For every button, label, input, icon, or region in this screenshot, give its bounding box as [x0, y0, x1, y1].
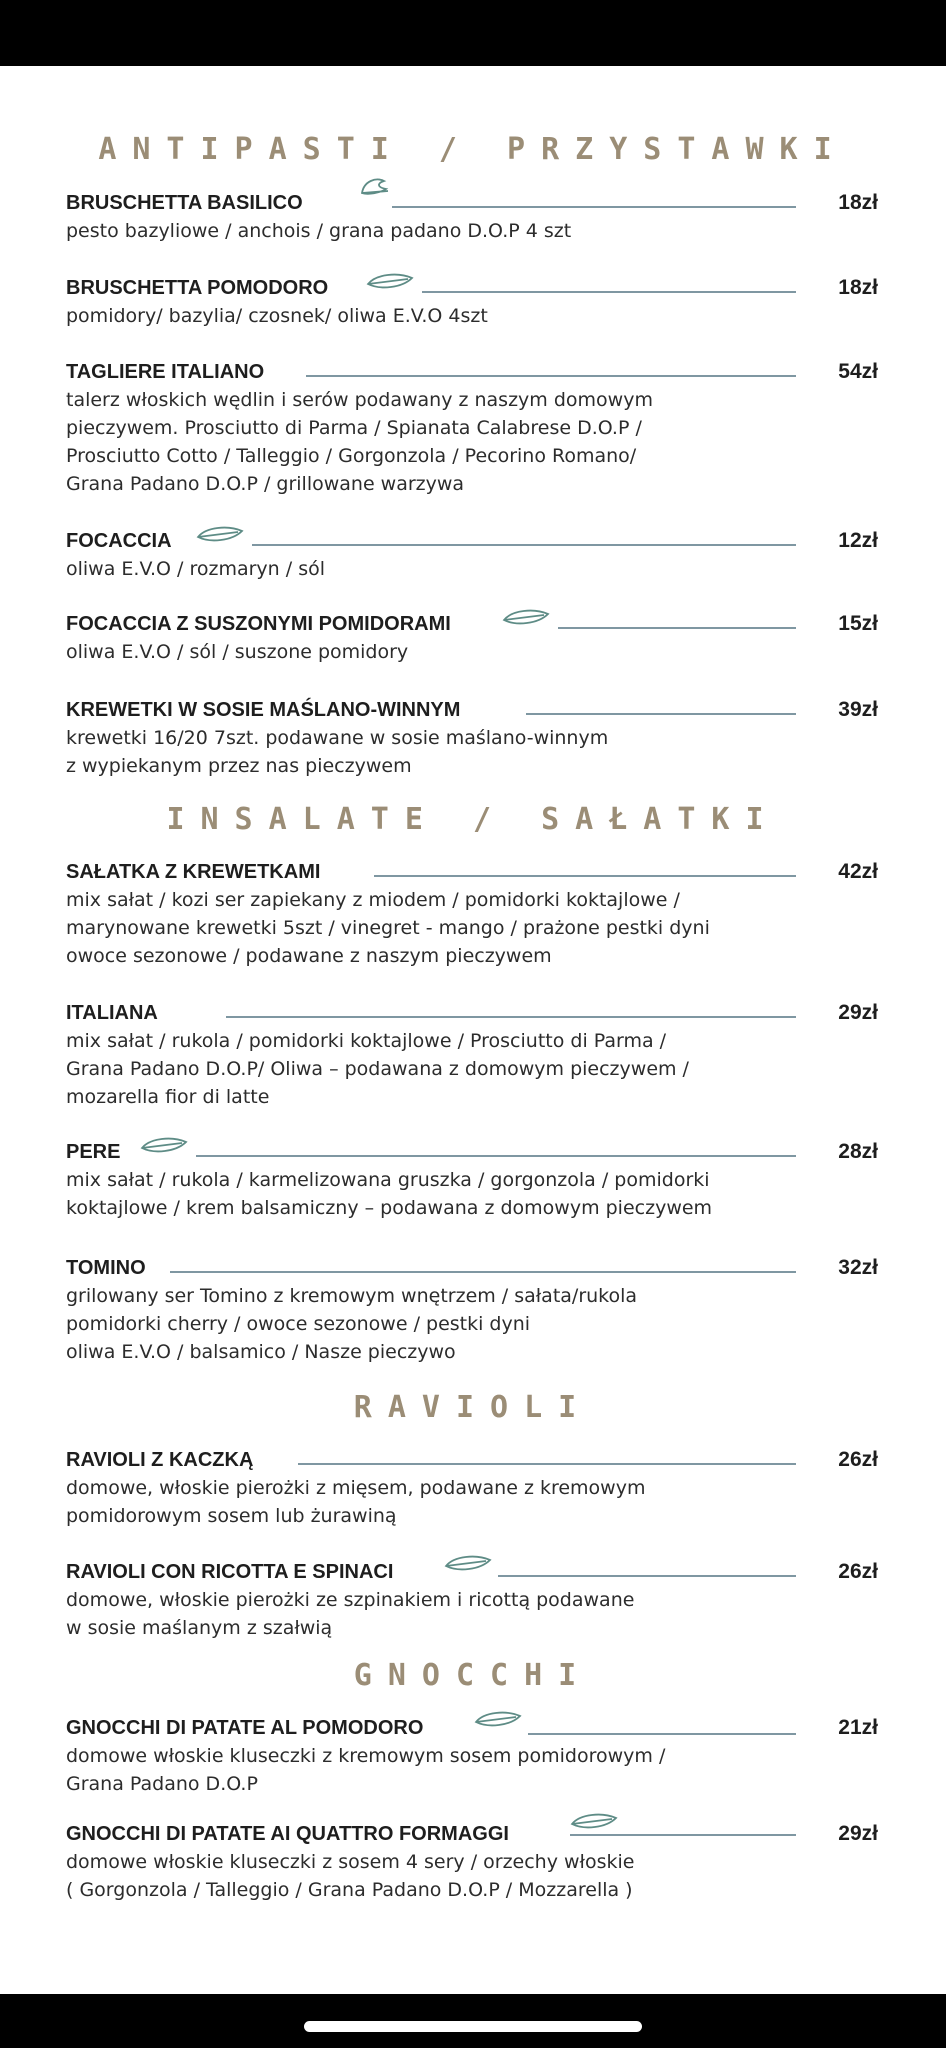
item-description: talerz włoskich wędlin i serów podawany z naszym domowym pieczywem. Prosciutto di Parma / Spianata Calabrese D.O.P / Prosciutto Cotto / Talleggio / Gorgonzola / Pecorino Romano/ Grana Padano D.O.P / grillowane warzywa — [66, 389, 653, 495]
dotted-divider — [374, 875, 796, 877]
section-title-ravioli: RAVIOLI — [353, 1390, 593, 1425]
menu-item — [66, 1444, 878, 1530]
item-name: PERE — [66, 1141, 121, 1163]
item-description: pesto bazyliowe / anchois / grana padano D.O.P 4 szt — [66, 220, 572, 242]
item-name: FOCACCIA Z SUSZONYMI POMIDORAMI — [66, 613, 451, 635]
item-name: RAVIOLI CON RICOTTA E SPINACI — [66, 1561, 394, 1583]
item-name: BRUSCHETTA POMODORO — [66, 277, 329, 299]
item-price: 18zł — [838, 276, 878, 299]
item-name: RAVIOLI Z KACZKĄ — [66, 1449, 254, 1471]
leaf-icon — [568, 1810, 620, 1832]
dotted-divider — [252, 544, 796, 546]
menu-item — [66, 997, 878, 1111]
menu-item — [66, 608, 878, 666]
dotted-divider — [170, 1271, 796, 1273]
dotted-divider — [528, 1733, 796, 1735]
dotted-divider — [498, 1575, 796, 1577]
item-price: 12zł — [838, 529, 878, 552]
item-price: 39zł — [838, 698, 878, 721]
dotted-divider — [392, 206, 796, 208]
item-name: KREWETKI W SOSIE MAŚLANO-WINNYM — [66, 699, 461, 721]
item-description: domowe włoskie kluseczki z sosem 4 sery / orzechy włoskie ( Gorgonzola / Talleggio / Grana Padano D.O.P / Mozzarella ) — [66, 1851, 635, 1901]
leaf-icon — [500, 606, 552, 628]
dotted-divider — [306, 375, 796, 377]
item-description: domowe, włoskie pierożki ze szpinakiem i ricottą podawane w sosie maślanym z szałwią — [66, 1589, 635, 1639]
item-price: 26zł — [838, 1560, 878, 1583]
dotted-divider — [196, 1155, 796, 1157]
status-bar — [0, 0, 946, 66]
menu-item — [66, 1136, 878, 1222]
item-description: pomidory/ bazylia/ czosnek/ oliwa E.V.O 4szt — [66, 305, 488, 327]
menu-item — [66, 525, 878, 583]
item-name: SAŁATKA Z KREWETKAMI — [66, 861, 321, 883]
leaf-icon — [442, 1552, 494, 1574]
item-description: mix sałat / kozi ser zapiekany z miodem / pomidorki koktajlowe / marynowane krewetki 5szt / vinegret - mango / prażone pestki dyni owoce sezonowe / podawane z naszym pieczywem — [66, 889, 710, 967]
item-name: TOMINO — [66, 1257, 146, 1279]
item-name: ITALIANA — [66, 1002, 158, 1024]
item-price: 15zł — [838, 612, 878, 635]
item-price: 28zł — [838, 1140, 878, 1163]
menu-item — [66, 1556, 878, 1642]
leaf-icon — [194, 523, 246, 545]
dotted-divider — [422, 291, 796, 293]
item-price: 32zł — [838, 1256, 878, 1279]
item-description: mix sałat / rukola / karmelizowana gruszka / gorgonzola / pomidorki koktajlowe / krem balsamiczny – podawana z domowym pieczywem — [66, 1169, 713, 1219]
menu-item — [66, 1252, 878, 1366]
item-description: grilowany ser Tomino z kremowym wnętrzem / sałata/rukola pomidorki cherry / owoce sezonowe / pestki dyni oliwa E.V.O / balsamico / Nasze pieczywo — [66, 1285, 638, 1363]
leaf-icon — [472, 1708, 524, 1730]
item-name: GNOCCHI DI PATATE AI QUATTRO FORMAGGI — [66, 1823, 509, 1845]
menu-item — [66, 272, 878, 330]
home-indicator[interactable] — [304, 2021, 642, 2032]
item-price: 18zł — [838, 191, 878, 214]
menu-item — [66, 356, 878, 498]
dotted-divider — [570, 1834, 796, 1836]
dotted-divider — [226, 1016, 796, 1018]
item-price: 42zł — [838, 860, 878, 883]
leaf-icon — [138, 1134, 190, 1156]
item-description: oliwa E.V.O / sól / suszone pomidory — [66, 641, 409, 663]
item-name: FOCACCIA — [66, 530, 172, 552]
dotted-divider — [558, 627, 796, 629]
item-price: 21zł — [838, 1716, 878, 1739]
item-description: domowe włoskie kluseczki z kremowym sosem pomidorowym / Grana Padano D.O.P — [66, 1745, 666, 1795]
item-name: TAGLIERE ITALIANO — [66, 361, 265, 383]
item-description: oliwa E.V.O / rozmaryn / sól — [66, 558, 325, 580]
menu-item — [66, 187, 878, 245]
item-description: krewetki 16/20 7szt. podawane w sosie maślano-winnym z wypiekanym przez nas pieczywem — [66, 727, 609, 777]
item-name: BRUSCHETTA BASILICO — [66, 192, 303, 214]
item-description: domowe, włoskie pierożki z mięsem, podawane z kremowym pomidorowym sosem lub żurawiną — [66, 1477, 646, 1527]
menu-item — [66, 856, 878, 970]
menu-item — [66, 1712, 878, 1798]
section-title-insalate: INSALATE / SAŁATKI — [166, 802, 780, 837]
item-price: 26zł — [838, 1448, 878, 1471]
dotted-divider — [526, 713, 796, 715]
item-price: 54zł — [838, 360, 878, 383]
menu-item — [66, 694, 878, 780]
item-price: 29zł — [838, 1001, 878, 1024]
item-description: mix sałat / rukola / pomidorki koktajlowe / Prosciutto di Parma / Grana Padano D.O.P/ Oliwa – podawana z domowym pieczywem / mozarella fior di latte — [66, 1030, 689, 1108]
item-price: 29zł — [838, 1822, 878, 1845]
menu-item — [66, 1818, 878, 1904]
dotted-divider — [298, 1463, 796, 1465]
leaf-icon — [356, 175, 408, 197]
section-title-gnocchi: GNOCCHI — [353, 1658, 593, 1693]
section-title-antipasti: ANTIPASTI / PRZYSTAWKI — [98, 132, 848, 167]
leaf-icon — [364, 270, 416, 292]
item-name: GNOCCHI DI PATATE AL POMODORO — [66, 1717, 424, 1739]
